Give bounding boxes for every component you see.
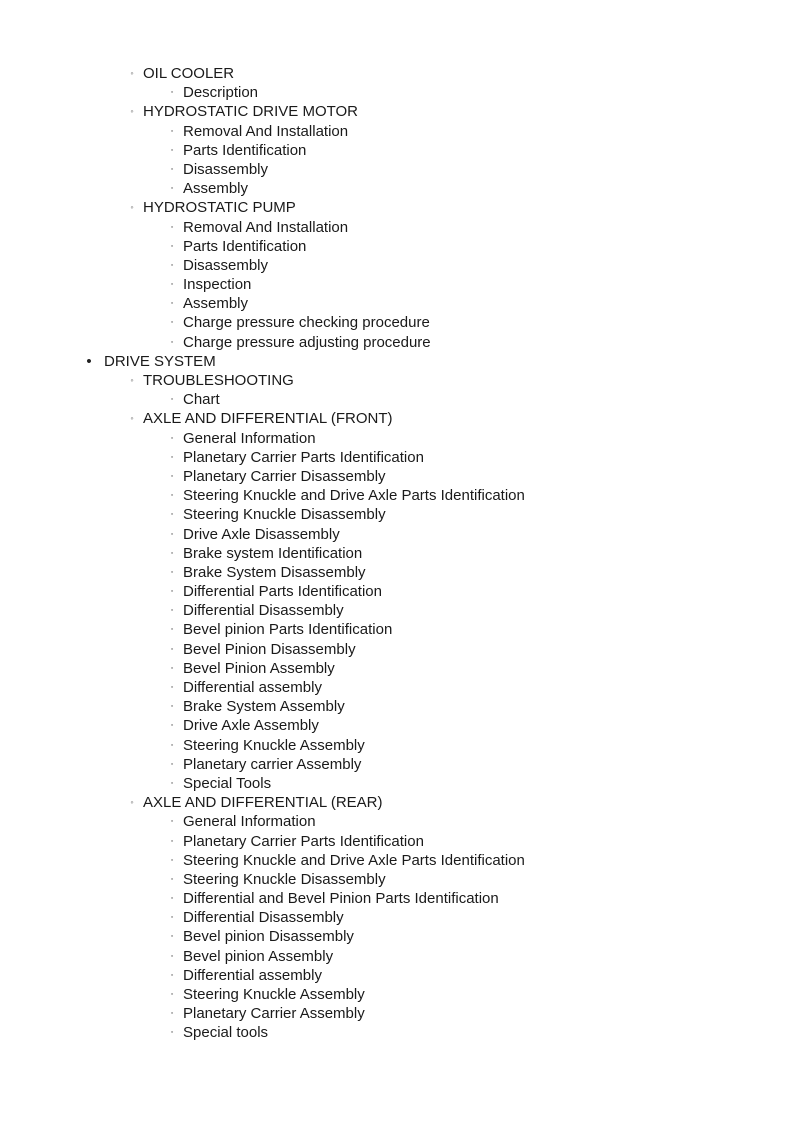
toc-item-label: Steering Knuckle Disassembly bbox=[183, 870, 386, 888]
table-of-contents bbox=[0, 64, 794, 1043]
toc-item-label: HYDROSTATIC PUMP bbox=[143, 199, 296, 217]
toc-item bbox=[0, 1023, 794, 1042]
bullet-icon: ▫ bbox=[170, 492, 174, 500]
bullet-icon: ▫ bbox=[170, 933, 174, 941]
toc-item-label: Parts Identification bbox=[183, 141, 307, 159]
toc-item-label: DRIVE SYSTEM bbox=[104, 352, 216, 370]
toc-item bbox=[0, 1004, 794, 1023]
bullet-icon: ▫ bbox=[170, 1029, 174, 1037]
toc-item bbox=[0, 832, 794, 851]
bullet-icon: ▫ bbox=[170, 588, 174, 596]
toc-item-label: Bevel pinion Assembly bbox=[183, 947, 334, 965]
toc-item bbox=[0, 525, 794, 544]
toc-item bbox=[0, 563, 794, 582]
toc-item-label: Steering Knuckle Assembly bbox=[183, 986, 365, 1003]
toc-item bbox=[0, 505, 794, 524]
bullet-icon: ▫ bbox=[170, 626, 174, 634]
toc-item-label: Removal And Installation bbox=[183, 122, 349, 140]
bullet-icon: ▫ bbox=[170, 281, 174, 289]
toc-item bbox=[0, 947, 794, 966]
bullet-icon: ▫ bbox=[170, 991, 174, 998]
toc-item-label: Assembly bbox=[183, 295, 249, 313]
toc-item-label: Planetary Carrier Disassembly bbox=[183, 467, 386, 485]
toc-item bbox=[0, 83, 794, 102]
bullet-icon: ▫ bbox=[170, 664, 174, 672]
toc-item bbox=[0, 237, 794, 256]
bullet-icon: ▫ bbox=[170, 818, 174, 826]
toc-item bbox=[0, 64, 794, 83]
bullet-icon: ▫ bbox=[170, 875, 174, 883]
toc-item bbox=[0, 352, 794, 371]
bullet-icon: ▫ bbox=[170, 338, 174, 346]
toc-item bbox=[0, 294, 794, 313]
toc-item-label: Drive Axle Assembly bbox=[183, 717, 319, 735]
toc-item-label: Parts Identification bbox=[183, 237, 307, 255]
bullet-icon: ▫ bbox=[170, 779, 174, 787]
toc-item-label: Bevel Pinion Disassembly bbox=[183, 640, 356, 658]
toc-item-label: AXLE AND DIFFERENTIAL (FRONT) bbox=[143, 410, 393, 428]
bullet-icon: ◦ bbox=[130, 375, 134, 385]
toc-item-label: Drive Axle Disassembly bbox=[183, 525, 340, 543]
toc-item bbox=[0, 889, 794, 908]
toc-item-label: General Information bbox=[183, 813, 316, 831]
toc-item-label: Description bbox=[183, 84, 259, 102]
bullet-icon: ▫ bbox=[170, 89, 174, 97]
bullet-icon: ▫ bbox=[170, 760, 174, 768]
toc-item-label: Bevel pinion Parts Identification bbox=[183, 621, 393, 639]
toc-item bbox=[0, 141, 794, 160]
toc-item-label: AXLE AND DIFFERENTIAL (REAR) bbox=[143, 794, 383, 812]
bullet-icon: ▫ bbox=[170, 703, 174, 711]
bullet-icon: ▫ bbox=[170, 319, 174, 327]
bullet-icon: ▫ bbox=[170, 261, 174, 269]
toc-item-label: HYDROSTATIC DRIVE MOTOR bbox=[143, 103, 359, 121]
bullet-icon: ▫ bbox=[170, 146, 174, 154]
bullet-icon: ▫ bbox=[170, 434, 174, 442]
toc-item bbox=[0, 122, 794, 141]
bullet-icon: ▫ bbox=[170, 971, 174, 979]
toc-item bbox=[0, 275, 794, 294]
bullet-icon: ▫ bbox=[170, 396, 174, 404]
toc-item bbox=[0, 774, 794, 793]
bullet-icon: ▫ bbox=[170, 952, 174, 960]
toc-item-label: TROUBLESHOOTING bbox=[143, 372, 294, 389]
toc-item bbox=[0, 966, 794, 985]
toc-item-label: Brake System Assembly bbox=[183, 698, 345, 716]
bullet-icon: ▫ bbox=[170, 453, 174, 461]
toc-item bbox=[0, 544, 794, 563]
bullet-icon: ▫ bbox=[170, 645, 174, 653]
toc-item bbox=[0, 697, 794, 716]
bullet-icon: ◦ bbox=[130, 106, 134, 117]
toc-item bbox=[0, 467, 794, 486]
toc-item-label: Differential Disassembly bbox=[183, 909, 344, 927]
toc-item-label: Charge pressure checking procedure bbox=[183, 314, 430, 332]
toc-item-label: Disassembly bbox=[183, 160, 269, 178]
toc-item bbox=[0, 812, 794, 831]
toc-item-label: Charge pressure adjusting procedure bbox=[183, 333, 431, 351]
toc-item bbox=[0, 256, 794, 275]
bullet-icon: ▫ bbox=[170, 722, 174, 730]
toc-item-label: Bevel Pinion Assembly bbox=[183, 659, 335, 677]
toc-item bbox=[0, 601, 794, 620]
toc-item-label: Removal And Installation bbox=[183, 218, 349, 236]
bullet-icon: ◦ bbox=[130, 797, 134, 808]
toc-item-label: Brake system Identification bbox=[183, 544, 363, 562]
bullet-icon: ▫ bbox=[170, 165, 174, 173]
bullet-icon: ▫ bbox=[170, 1010, 174, 1018]
toc-item bbox=[0, 659, 794, 678]
toc-item-label: Steering Knuckle Assembly bbox=[183, 736, 365, 754]
bullet-icon: ▫ bbox=[170, 837, 174, 845]
toc-item-label: Disassembly bbox=[183, 256, 269, 274]
toc-item-label: Chart bbox=[183, 391, 220, 409]
toc-item-label: Planetary Carrier Assembly bbox=[183, 1005, 365, 1023]
bullet-icon: ▫ bbox=[170, 530, 174, 538]
toc-item-label: OIL COOLER bbox=[143, 65, 235, 82]
toc-item-label: Bevel pinion Disassembly bbox=[183, 928, 354, 946]
toc-item-label: Special tools bbox=[183, 1024, 269, 1042]
toc-item-label: Inspection bbox=[183, 276, 252, 294]
toc-item bbox=[0, 985, 794, 1004]
toc-item bbox=[0, 736, 794, 755]
bullet-icon: ◦ bbox=[130, 68, 134, 78]
toc-item bbox=[0, 198, 794, 217]
bullet-icon: • bbox=[86, 352, 92, 370]
toc-item bbox=[0, 908, 794, 927]
bullet-icon: ▫ bbox=[170, 607, 174, 615]
toc-item bbox=[0, 927, 794, 946]
toc-item-label: Planetary carrier Assembly bbox=[183, 755, 362, 773]
toc-item-label: Differential Parts Identification bbox=[183, 583, 382, 601]
toc-item-label: Planetary Carrier Parts Identification bbox=[183, 832, 424, 850]
toc-item bbox=[0, 640, 794, 659]
toc-item-label: Differential Disassembly bbox=[183, 602, 344, 620]
toc-item-label: Differential and Bevel Pinion Parts Identification bbox=[183, 890, 499, 908]
toc-item bbox=[0, 371, 794, 390]
bullet-icon: ▫ bbox=[170, 185, 174, 193]
toc-item bbox=[0, 390, 794, 409]
toc-item bbox=[0, 333, 794, 352]
toc-item bbox=[0, 218, 794, 237]
toc-item bbox=[0, 620, 794, 639]
bullet-icon: ▫ bbox=[170, 684, 174, 691]
toc-item bbox=[0, 448, 794, 467]
toc-item-label: Special Tools bbox=[183, 774, 272, 792]
toc-item bbox=[0, 793, 794, 812]
bullet-icon: ▫ bbox=[170, 242, 174, 250]
toc-item-label: Differential assembly bbox=[183, 679, 322, 696]
toc-item-label: General Information bbox=[183, 429, 316, 447]
bullet-icon: ▫ bbox=[170, 223, 174, 231]
toc-item-label: Steering Knuckle Disassembly bbox=[183, 506, 386, 524]
bullet-icon: ▫ bbox=[170, 914, 174, 922]
bullet-icon: ▫ bbox=[170, 472, 174, 480]
bullet-icon: ▫ bbox=[170, 300, 174, 308]
toc-item-label: Differential assembly bbox=[183, 966, 322, 984]
toc-item bbox=[0, 870, 794, 889]
toc-item-label: Steering Knuckle and Drive Axle Parts Identification bbox=[183, 487, 525, 505]
toc-item-label: Planetary Carrier Parts Identification bbox=[183, 448, 424, 466]
toc-item bbox=[0, 851, 794, 870]
toc-item bbox=[0, 486, 794, 505]
bullet-icon: ◦ bbox=[130, 413, 134, 424]
bullet-icon: ▫ bbox=[170, 856, 174, 864]
bullet-icon: ▫ bbox=[170, 741, 174, 749]
toc-item bbox=[0, 313, 794, 332]
toc-item bbox=[0, 179, 794, 198]
toc-item-label: Steering Knuckle and Drive Axle Parts Identification bbox=[183, 851, 525, 869]
bullet-icon: ◦ bbox=[130, 202, 134, 213]
toc-item bbox=[0, 755, 794, 774]
bullet-icon: ▫ bbox=[170, 895, 174, 903]
toc-item-label: Assembly bbox=[183, 180, 249, 198]
toc-item bbox=[0, 582, 794, 601]
bullet-icon: ▫ bbox=[170, 511, 174, 519]
toc-item bbox=[0, 102, 794, 121]
toc-item-label: Brake System Disassembly bbox=[183, 563, 366, 581]
toc-item bbox=[0, 429, 794, 448]
toc-item bbox=[0, 716, 794, 735]
bullet-icon: ▫ bbox=[170, 549, 174, 557]
toc-item bbox=[0, 160, 794, 179]
toc-item bbox=[0, 409, 794, 428]
bullet-icon: ▫ bbox=[170, 568, 174, 576]
toc-item bbox=[0, 678, 794, 697]
bullet-icon: ▫ bbox=[170, 127, 174, 135]
